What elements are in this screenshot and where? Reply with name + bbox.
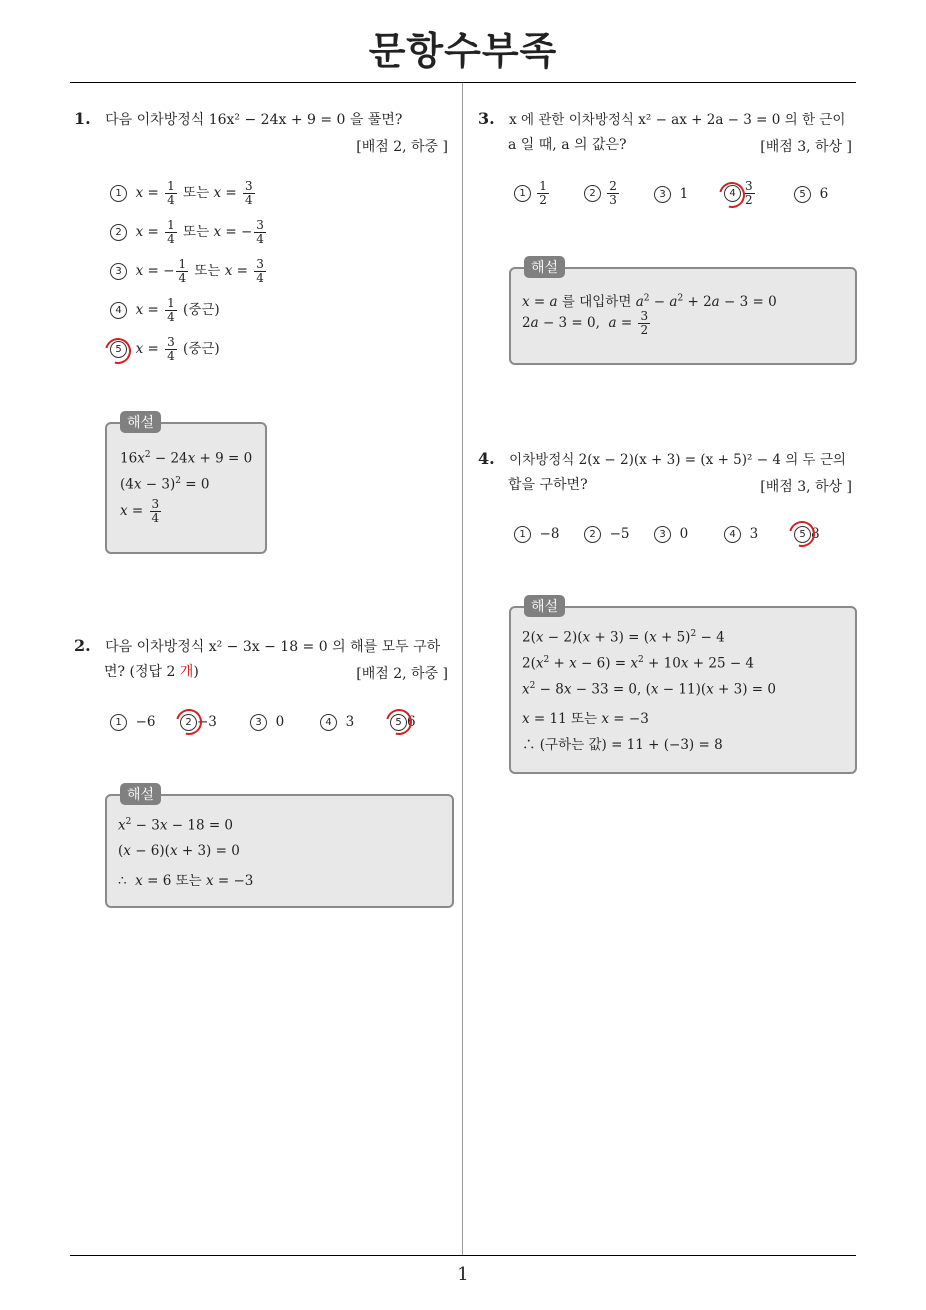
choice-2[interactable]: 2 x = $\frac{1}{4}$ 또는 x = − $\frac{3}{4}$ [110, 219, 268, 246]
solution-line: $2(x^2 + x - 6) = x^2 + 10x + 25 - 4$ [522, 655, 755, 672]
choice-3[interactable]: 3 0 [250, 714, 284, 731]
choice-4[interactable]: 4 3 [320, 714, 354, 731]
top-rule [70, 82, 856, 83]
choice-2[interactable]: 2 −5 [584, 526, 629, 543]
choice-1[interactable]: 1 −6 [110, 714, 155, 731]
choice-4[interactable]: 4 3 [724, 526, 758, 543]
question-2 [74, 633, 458, 660]
answer-mark [381, 704, 417, 740]
page-title: 문항수부족 [368, 29, 558, 73]
question-meta: [배점 3, 하상 ] [760, 139, 852, 155]
solution-label: 해설 [524, 256, 565, 278]
choice-1[interactable]: 1 −8 [514, 526, 559, 543]
solution-line: ∴ x = 6 또는 x = −3 [118, 873, 254, 889]
solution-line: (x − 6)(x + 3) = 0 [118, 843, 240, 859]
question-meta: [배점 2, 하중 ] [356, 666, 448, 682]
solution-label: 해설 [120, 783, 161, 805]
bottom-rule [70, 1255, 856, 1256]
choice-5[interactable]: 5 x = $\frac{3}{4}$ (중근) [110, 336, 220, 363]
question-text: x 에 관한 이차방정식 x² − ax + 2a − 3 = 0 의 한 근이 [509, 112, 846, 128]
highlight-text: 개 [179, 664, 194, 680]
solution-line: x = a 를 대입하면 $a^2 - a^2 + 2a - 3 = 0$ [522, 293, 777, 310]
choice-3[interactable]: 3 x = − $\frac{1}{4}$ 또는 x = $\frac{3}{4}$ [110, 258, 268, 285]
answer-mark [784, 516, 820, 552]
choice-3[interactable]: 3 0 [654, 526, 688, 543]
choice-4[interactable]: 4 x = $\frac{1}{4}$ (중근) [110, 297, 220, 324]
question-number: 4. [478, 449, 495, 468]
choice-5[interactable]: 5 6 [794, 186, 828, 203]
choice-5[interactable]: 5 6 [390, 714, 416, 731]
choice-3[interactable]: 3 1 [654, 186, 688, 203]
question-4 [478, 446, 868, 473]
question-3 [478, 106, 868, 133]
column-divider [462, 83, 463, 1255]
choice-1[interactable]: 1 x = $\frac{1}{4}$ 또는 x = $\frac{3}{4}$ [110, 180, 257, 207]
solution-line: ∴ (구하는 값) = 11 + (−3) = 8 [522, 737, 723, 753]
solution-line: $2(x - 2)(x + 3) = (x + 5)^2 - 4$ [522, 629, 725, 646]
solution-line: x = $\frac{3}{4}$ [120, 497, 160, 525]
question-text: 이차방정식 2(x − 2)(x + 3) = (x + 5)² − 4 의 두 근의 [509, 452, 846, 468]
question-meta: [배점 3, 하상 ] [760, 479, 852, 495]
solution-line: $x^2 - 3x - 18 = 0$ [118, 817, 234, 834]
solution-label: 해설 [524, 595, 565, 617]
answer-mark [171, 704, 207, 740]
question-text: 다음 이차방정식 16x² − 24x + 9 = 0 을 풀면? [105, 112, 403, 128]
choice-1[interactable]: 1 $\frac{1}{2}$ [514, 180, 551, 207]
choice-4[interactable]: 4 $\frac{3}{2}$ [724, 180, 757, 207]
question-number: 3. [478, 109, 495, 128]
choice-2[interactable]: 2 −3 [180, 714, 217, 731]
solution-line: $16x^2 - 24x + 9 = 0$ [120, 450, 253, 467]
solution-line: x = 11 또는 x = −3 [522, 711, 649, 727]
solution-line: $(4x - 3)^2 = 0$ [120, 476, 210, 493]
question-number: 2. [74, 636, 91, 655]
question-number: 1. [74, 109, 91, 128]
question-2-line2: 면? (정답 2 개) [104, 664, 199, 680]
question-meta: [배점 2, 하중 ] [356, 139, 448, 155]
question-4-line2: 합을 구하면? [508, 477, 588, 493]
page-number: 1 [457, 1264, 469, 1285]
solution-line: 2a − 3 = 0, a = $\frac{3}{2}$ [522, 309, 649, 337]
choice-5[interactable]: 5 8 [794, 526, 820, 543]
question-text: 다음 이차방정식 x² − 3x − 18 = 0 의 해를 모두 구하 [105, 639, 441, 655]
choice-2[interactable]: 2 $\frac{2}{3}$ [584, 180, 621, 207]
question-3-line2: a 일 때, a 의 값은? [508, 137, 627, 153]
solution-line: $x^2 - 8x - 33 = 0$, (x − 11)(x + 3) = 0 [522, 681, 776, 698]
solution-label: 해설 [120, 411, 161, 433]
question-1 [74, 106, 454, 133]
